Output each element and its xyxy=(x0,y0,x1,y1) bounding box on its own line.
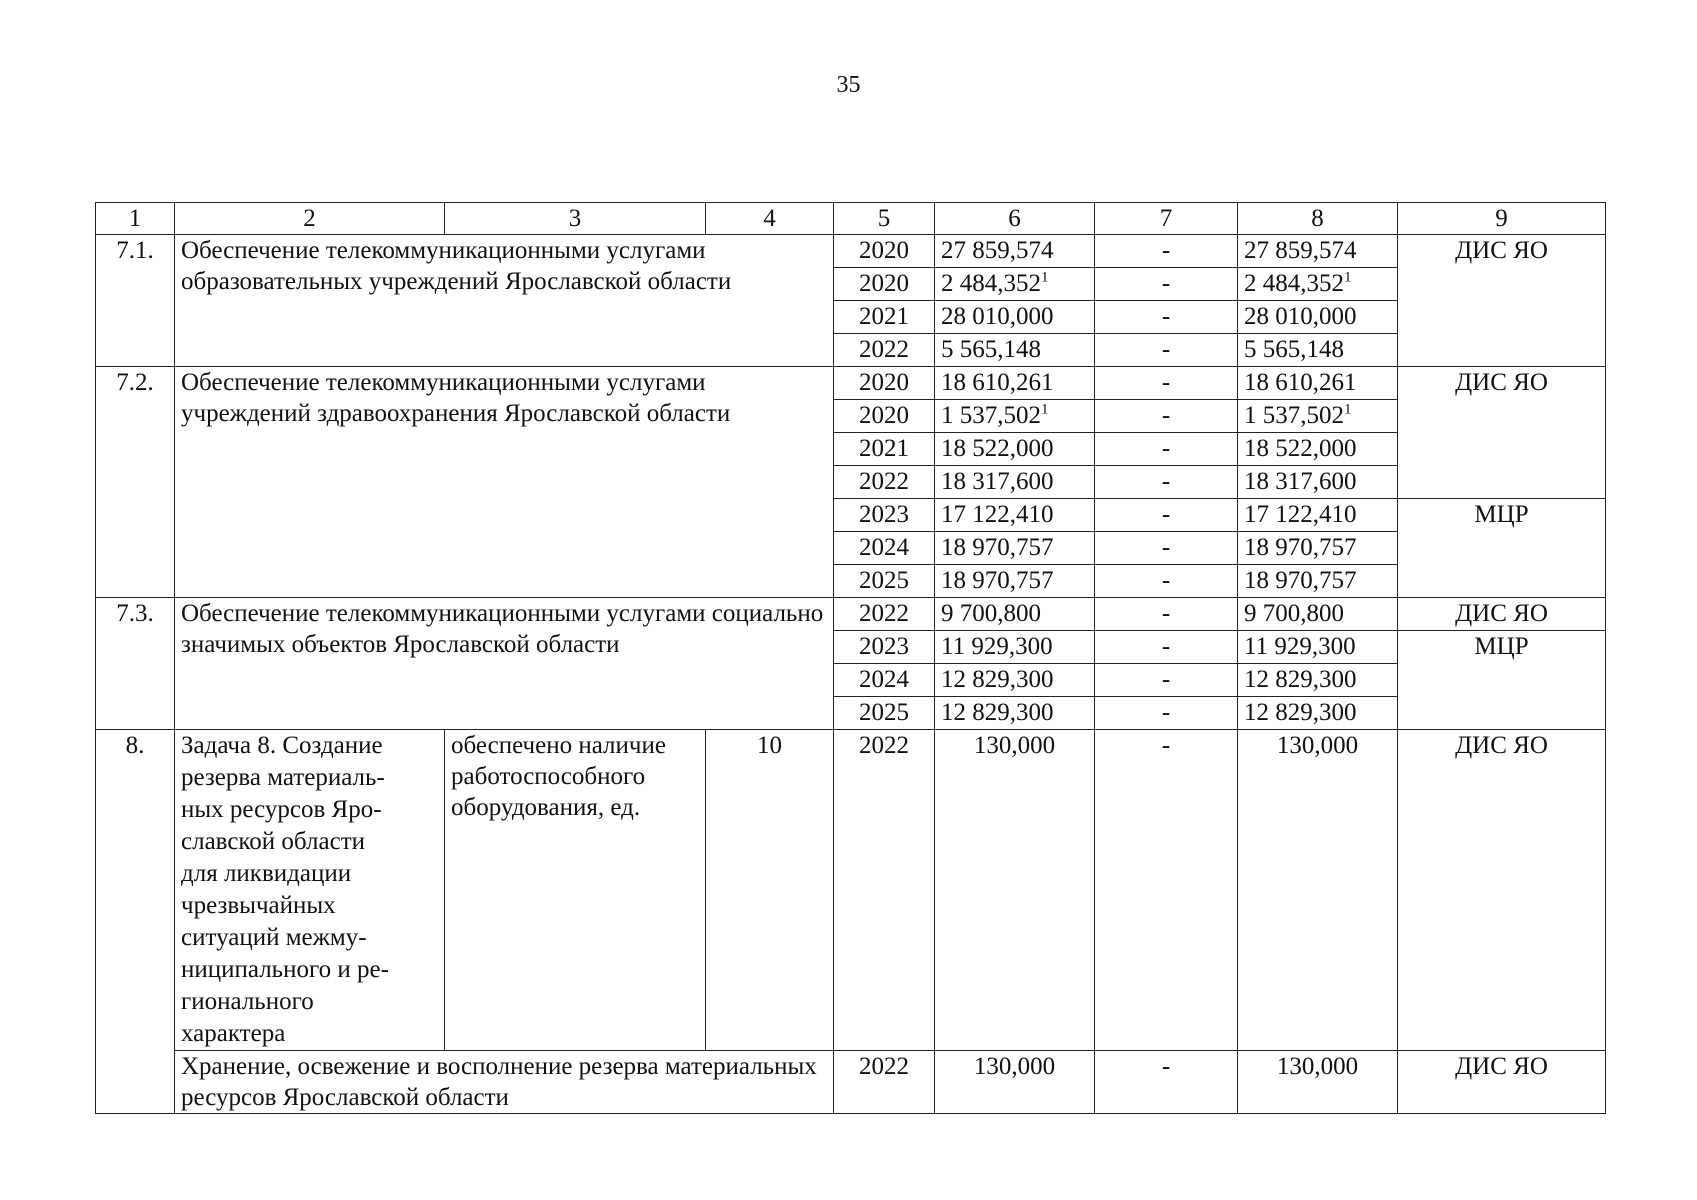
section-title: Обеспечение телекоммуникационными услугами образовательных учреждений Ярославской области xyxy=(175,235,834,367)
federal-amount-cell: - xyxy=(1095,268,1238,301)
year-cell: 2022 xyxy=(834,730,935,1051)
total-amount-cell xyxy=(935,565,1095,598)
total-amount-cell: 130,000 xyxy=(935,1051,1095,1114)
amount-value: 1 537,502 xyxy=(1244,402,1344,429)
federal-amount-cell: - xyxy=(1095,1051,1238,1114)
executor-cell: ДИС ЯО xyxy=(1398,598,1606,631)
column-header-5: 5 xyxy=(834,203,935,235)
budget-amount-cell xyxy=(1238,301,1398,334)
amount-value: 11 929,300 xyxy=(1244,633,1356,660)
executor-cell: ДИС ЯО xyxy=(1398,367,1606,499)
amount-value: 18 522,000 xyxy=(1244,435,1357,462)
task-title-line: ситуаций межму- xyxy=(181,924,367,951)
task-title xyxy=(175,730,445,1051)
total-amount-cell xyxy=(935,499,1095,532)
total-amount-cell xyxy=(935,301,1095,334)
section-title: Обеспечение телекоммуникационными услугами учреждений здравоохранения Ярославской области xyxy=(175,367,834,598)
task-title-line: славской области xyxy=(181,828,365,855)
total-amount-cell xyxy=(935,235,1095,268)
total-amount-cell xyxy=(935,268,1095,301)
budget-amount-cell xyxy=(1238,400,1398,433)
footnote-mark: 1 xyxy=(1344,269,1352,286)
total-amount-cell xyxy=(935,400,1095,433)
total-amount-cell xyxy=(935,697,1095,730)
task-title-line: гионального xyxy=(181,988,314,1015)
footnote-mark: 1 xyxy=(1041,401,1049,418)
section-number: 7.1. xyxy=(96,235,175,367)
task-title-line: Задача 8. Создание xyxy=(181,732,383,759)
amount-value: 27 859,574 xyxy=(941,237,1054,264)
amount-value: 18 970,757 xyxy=(941,534,1054,561)
task-number: 8. xyxy=(96,730,175,1114)
footnote-mark: 1 xyxy=(1344,401,1352,418)
page-number: 35 xyxy=(836,72,861,98)
column-header-6: 6 xyxy=(935,203,1095,235)
task-indicator-line: работоспособного xyxy=(451,763,646,790)
federal-amount-cell: - xyxy=(1095,697,1238,730)
subtask-row xyxy=(96,1051,1606,1114)
task-title-line: ниципального и ре- xyxy=(181,956,389,983)
federal-amount-cell: - xyxy=(1095,235,1238,268)
amount-value: 18 317,600 xyxy=(1244,468,1357,495)
total-amount-cell xyxy=(935,631,1095,664)
budget-amount-cell xyxy=(1238,235,1398,268)
amount-value: 9 700,800 xyxy=(1244,600,1344,627)
executor-cell: ДИС ЯО xyxy=(1398,730,1606,1051)
budget-amount-cell xyxy=(1238,697,1398,730)
amount-value: 11 929,300 xyxy=(941,633,1053,660)
amount-value: 28 010,000 xyxy=(1244,303,1357,330)
total-amount-cell xyxy=(935,466,1095,499)
column-header-8: 8 xyxy=(1238,203,1398,235)
total-amount-cell xyxy=(935,367,1095,400)
table-row xyxy=(96,598,1606,631)
task-row xyxy=(96,730,1606,1051)
year-cell: 2020 xyxy=(834,367,935,400)
executor-cell: МЦР xyxy=(1398,499,1606,598)
column-header-9: 9 xyxy=(1398,203,1606,235)
amount-value: 18 610,261 xyxy=(941,369,1054,396)
section-title: Обеспечение телекоммуникационными услугами социально значимых объектов Ярославской области xyxy=(175,598,834,730)
amount-value: 18 970,757 xyxy=(1244,534,1357,561)
year-cell: 2020 xyxy=(834,235,935,268)
column-header-3: 3 xyxy=(445,203,706,235)
table-row xyxy=(96,235,1606,268)
year-cell: 2021 xyxy=(834,433,935,466)
subtask-title: Хранение, освежение и восполнение резерва материальных ресурсов Ярославской области xyxy=(175,1051,834,1114)
amount-value: 2 484,352 xyxy=(941,270,1041,297)
executor-cell: МЦР xyxy=(1398,631,1606,730)
task-title-line: для ликвидации xyxy=(181,860,352,887)
amount-value: 17 122,410 xyxy=(1244,501,1357,528)
budget-amount-cell xyxy=(1238,367,1398,400)
budget-amount-cell xyxy=(1238,631,1398,664)
task-title-line: резерва материаль- xyxy=(181,764,385,791)
federal-amount-cell: - xyxy=(1095,334,1238,367)
task-indicator-line: оборудования, ед. xyxy=(451,794,641,821)
indicator-value: 10 xyxy=(706,730,834,1051)
header-row xyxy=(96,203,1606,235)
federal-amount-cell: - xyxy=(1095,631,1238,664)
amount-value: 18 970,757 xyxy=(941,567,1054,594)
executor-cell: ДИС ЯО xyxy=(1398,1051,1606,1114)
column-header-1: 1 xyxy=(96,203,175,235)
federal-amount-cell: - xyxy=(1095,367,1238,400)
footnote-mark: 1 xyxy=(1041,269,1049,286)
amount-value: 18 970,757 xyxy=(1244,567,1357,594)
budget-amount-cell xyxy=(1238,532,1398,565)
year-cell: 2022 xyxy=(834,466,935,499)
budget-amount-cell xyxy=(1238,664,1398,697)
year-cell: 2024 xyxy=(834,532,935,565)
federal-amount-cell: - xyxy=(1095,598,1238,631)
section-number: 7.2. xyxy=(96,367,175,598)
amount-value: 27 859,574 xyxy=(1244,237,1357,264)
task-indicator xyxy=(445,730,706,1051)
amount-value: 18 610,261 xyxy=(1244,369,1357,396)
year-cell: 2020 xyxy=(834,268,935,301)
federal-amount-cell: - xyxy=(1095,301,1238,334)
executor-cell: ДИС ЯО xyxy=(1398,235,1606,367)
year-cell: 2022 xyxy=(834,334,935,367)
year-cell: 2021 xyxy=(834,301,935,334)
year-cell: 2020 xyxy=(834,400,935,433)
total-amount-cell xyxy=(935,664,1095,697)
amount-value: 5 565,148 xyxy=(1244,336,1344,363)
amount-value: 12 829,300 xyxy=(1244,699,1357,726)
federal-amount-cell: - xyxy=(1095,466,1238,499)
table-row xyxy=(96,367,1606,400)
budget-amount-cell xyxy=(1238,565,1398,598)
budget-amount-cell xyxy=(1238,334,1398,367)
year-cell: 2024 xyxy=(834,664,935,697)
section-number: 7.3. xyxy=(96,598,175,730)
amount-value: 1 537,502 xyxy=(941,402,1041,429)
amount-value: 12 829,300 xyxy=(1244,666,1357,693)
federal-amount-cell: - xyxy=(1095,433,1238,466)
budget-amount-cell: 130,000 xyxy=(1238,730,1398,1051)
federal-amount-cell: - xyxy=(1095,664,1238,697)
column-header-4: 4 xyxy=(706,203,834,235)
amount-value: 17 122,410 xyxy=(941,501,1054,528)
total-amount-cell xyxy=(935,334,1095,367)
total-amount-cell: 130,000 xyxy=(935,730,1095,1051)
year-cell: 2022 xyxy=(834,598,935,631)
federal-amount-cell: - xyxy=(1095,730,1238,1051)
column-header-7: 7 xyxy=(1095,203,1238,235)
column-header-2: 2 xyxy=(175,203,445,235)
budget-amount-cell: 130,000 xyxy=(1238,1051,1398,1114)
amount-value: 18 522,000 xyxy=(941,435,1054,462)
federal-amount-cell: - xyxy=(1095,532,1238,565)
year-cell: 2023 xyxy=(834,499,935,532)
amount-value: 2 484,352 xyxy=(1244,270,1344,297)
budget-amount-cell xyxy=(1238,598,1398,631)
budget-amount-cell xyxy=(1238,466,1398,499)
federal-amount-cell: - xyxy=(1095,499,1238,532)
task-indicator-line: обеспечено наличие xyxy=(451,732,666,759)
amount-value: 28 010,000 xyxy=(941,303,1054,330)
federal-amount-cell: - xyxy=(1095,565,1238,598)
amount-value: 5 565,148 xyxy=(941,336,1041,363)
total-amount-cell xyxy=(935,598,1095,631)
budget-amount-cell xyxy=(1238,268,1398,301)
task-title-line: чрезвычайных xyxy=(181,892,336,919)
total-amount-cell xyxy=(935,433,1095,466)
amount-value: 18 317,600 xyxy=(941,468,1054,495)
task-title-line: ных ресурсов Яро- xyxy=(181,796,382,823)
amount-value: 9 700,800 xyxy=(941,600,1041,627)
federal-amount-cell: - xyxy=(1095,400,1238,433)
budget-amount-cell xyxy=(1238,499,1398,532)
total-amount-cell xyxy=(935,532,1095,565)
amount-value: 12 829,300 xyxy=(941,666,1054,693)
task-title-line: характера xyxy=(181,1020,286,1047)
year-cell: 2022 xyxy=(834,1051,935,1114)
amount-value: 12 829,300 xyxy=(941,699,1054,726)
year-cell: 2023 xyxy=(834,631,935,664)
budget-amount-cell xyxy=(1238,433,1398,466)
table-body xyxy=(96,203,1606,1114)
year-cell: 2025 xyxy=(834,697,935,730)
program-table xyxy=(95,202,1606,1114)
year-cell: 2025 xyxy=(834,565,935,598)
